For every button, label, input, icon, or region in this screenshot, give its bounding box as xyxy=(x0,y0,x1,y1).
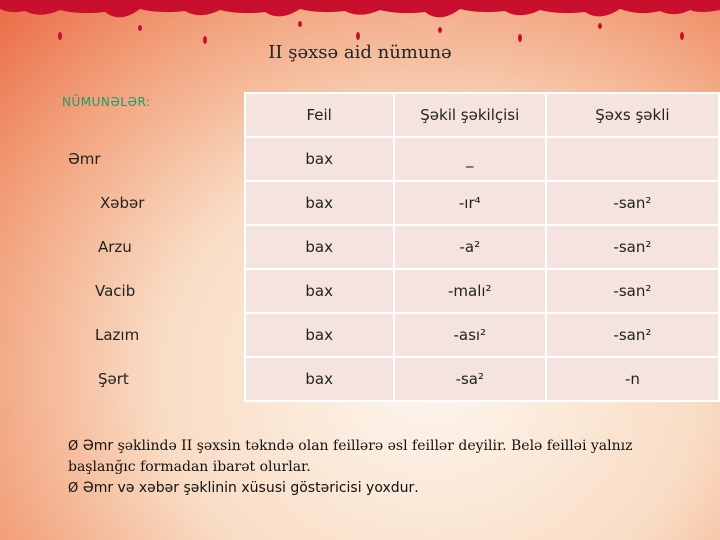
row-label: Şərt xyxy=(98,370,129,388)
samples-label: NÜMUNƏLƏR: xyxy=(62,95,151,109)
table-header-row xyxy=(50,93,719,137)
row-feil: bax xyxy=(245,269,394,313)
row-label: Əmr xyxy=(68,150,101,168)
arrow-bullet-icon: Ø xyxy=(68,481,79,496)
row-label: Vacib xyxy=(95,282,136,300)
note-item xyxy=(68,436,668,478)
table-row xyxy=(50,181,719,225)
row-shexs: -san² xyxy=(546,181,719,225)
note-emphasis: Əmr xyxy=(82,438,114,454)
table-row xyxy=(50,269,719,313)
row-shexs: -san² xyxy=(546,269,719,313)
notes-block xyxy=(68,436,668,499)
arrow-bullet-icon: Ø xyxy=(68,439,79,454)
row-shekil: _ xyxy=(394,137,546,181)
table-row xyxy=(50,313,719,357)
header-feil: Feil xyxy=(245,93,394,137)
row-shekil: -sa² xyxy=(394,357,546,401)
row-feil: bax xyxy=(245,181,394,225)
slide-title: II şəxsə aid nümunə xyxy=(268,42,452,63)
row-shexs xyxy=(546,137,719,181)
row-feil: bax xyxy=(245,225,394,269)
row-label: Xəbər xyxy=(100,194,145,212)
row-shekil: -ası² xyxy=(394,313,546,357)
note-item xyxy=(68,478,668,499)
row-shekil: -ır⁴ xyxy=(394,181,546,225)
header-shekil: Şəkil şəkilçisi xyxy=(394,93,546,137)
row-shexs: -n xyxy=(546,357,719,401)
table-row xyxy=(50,357,719,401)
conjugation-table xyxy=(50,92,720,402)
row-feil: bax xyxy=(245,137,394,181)
row-shekil: -malı² xyxy=(394,269,546,313)
table-row xyxy=(50,137,719,181)
note-text: . xyxy=(414,480,419,496)
note-emphasis: Əmr və xəbər şəklinin xüsusi göstəricisi yoxdur xyxy=(82,480,415,496)
table-row xyxy=(50,225,719,269)
row-label: Arzu xyxy=(98,238,132,256)
row-shexs: -san² xyxy=(546,225,719,269)
row-feil: bax xyxy=(245,357,394,401)
row-shexs: -san² xyxy=(546,313,719,357)
note-text: şəklində II şəxsin təkndə olan feillərə əsl feillər deyilir. Belə feilləi yalnız başlanğıc formadan ibarət olurlar. xyxy=(68,438,633,475)
row-feil: bax xyxy=(245,313,394,357)
row-shekil: -a² xyxy=(394,225,546,269)
header-shexs: Şəxs şəkli xyxy=(546,93,719,137)
row-label: Lazım xyxy=(95,326,140,344)
